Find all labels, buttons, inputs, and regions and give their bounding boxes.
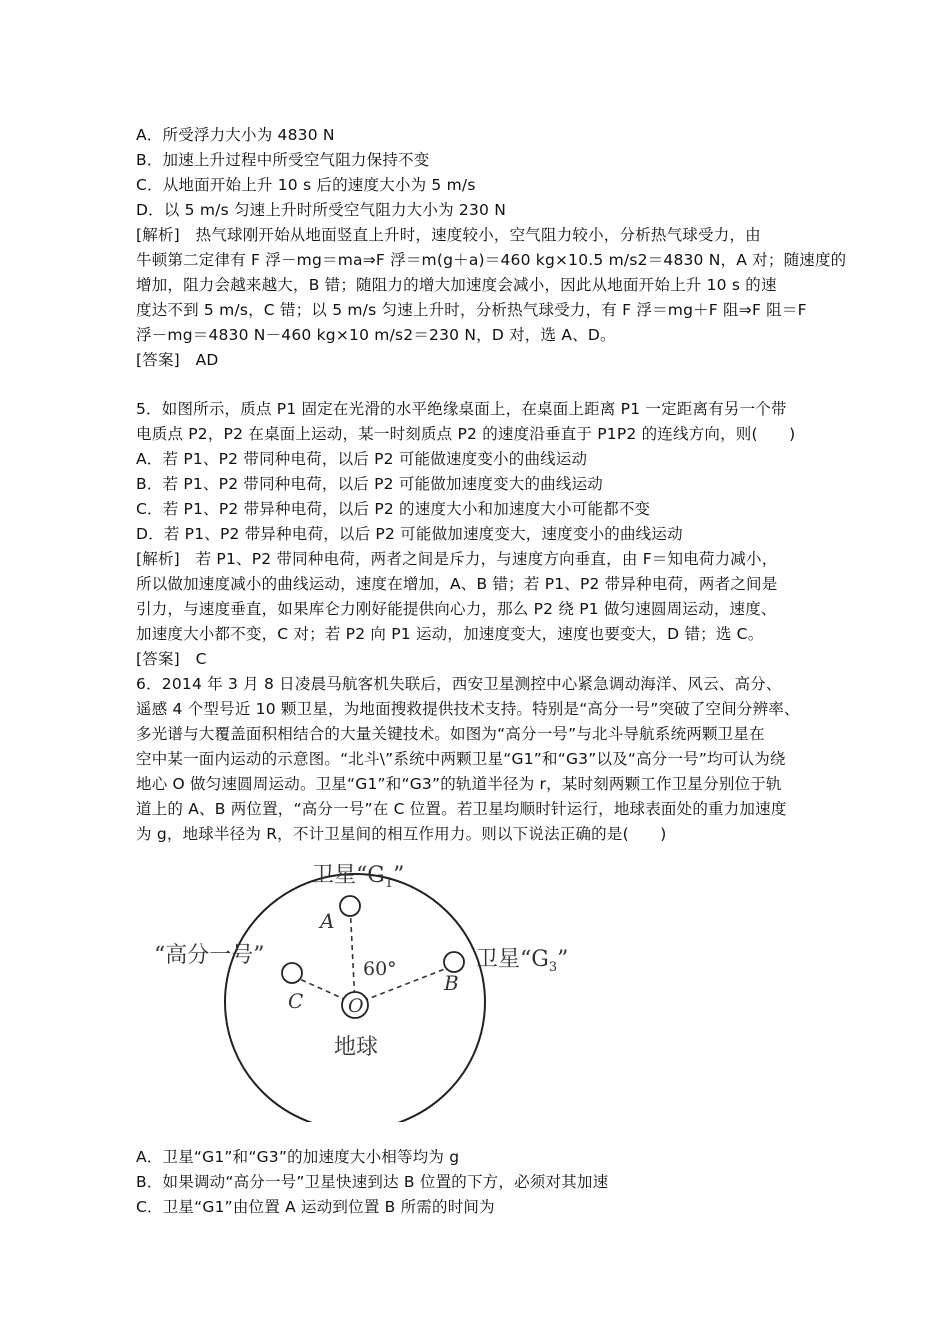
q5-option-a: A．若 P1、P2 带同种电荷，以后 P2 可能做速度变小的曲线运动	[136, 450, 588, 468]
q6-stem-line: 道上的 A、B 两位置，“高分一号”在 C 位置。若卫星均顺时针运行，地球表面处的重力加速度	[136, 800, 787, 818]
q5-analysis-line: 所以做加速度减小的曲线运动，速度在增加，A、B 错；若 P1、P2 带异种电荷，两者之间是	[136, 575, 778, 593]
q5-analysis-line: 引力，与速度垂直，如果库仑力刚好能提供向心力，那么 P2 绕 P1 做匀速圆周运动，速度、	[136, 600, 777, 618]
q4-answer: [答案] AD	[136, 351, 219, 369]
label-earth: 地球	[334, 1035, 379, 1060]
label-angle: 60°	[363, 958, 397, 980]
q5-answer: [答案] C	[136, 650, 207, 668]
q4-option-d: D．以 5 m/s 匀速上升时所受空气阻力大小为 230 N	[136, 201, 507, 219]
label-g1: 卫星“$G_1$”	[312, 863, 405, 891]
label-gaofen: “高分一号”	[154, 943, 265, 968]
q4-option-a: A．所受浮力大小为 4830 N	[136, 126, 335, 144]
q5-option-b: B．若 P1、P2 带同种电荷，以后 P2 可能做加速度变大的曲线运动	[136, 475, 603, 493]
q5-stem-line: 电质点 P2，P2 在桌面上运动，某一时刻质点 P2 的速度沿垂直于 P1P2 的连线方向，则( )	[136, 425, 796, 443]
q4-analysis-line: 浮－mg＝4830 N－460 kg×10 m/s2＝230 N，D 对，选 A、D。	[136, 326, 616, 344]
label-g3: 卫星“$G_3$”	[476, 947, 569, 975]
radius-oa	[350, 904, 355, 1004]
label-o: O	[348, 995, 364, 1017]
q6-stem-line: 6．2014 年 3 月 8 日凌晨马航客机失联后，西安卫星测控中心紧急调动海洋、风云、高分、	[136, 675, 782, 693]
q6-stem-line: 为 g，地球半径为 R，不计卫星间的相互作用力。则以下说法正确的是( )	[136, 825, 667, 843]
q4-analysis-line: 增加，阻力会越来越大，B 错；随阻力的增大加速度会减小，因此从地面开始上升 10 s 的速	[136, 276, 777, 294]
q4-analysis-line: [解析] 热气球刚开始从地面竖直上升时，速度较小，空气阻力较小，分析热气球受力，由	[136, 226, 761, 244]
q6-stem-line: 遥感 4 个型号近 10 颗卫星，为地面搜救提供技术支持。特别是“高分一号”突破了空间分辨率、	[136, 700, 800, 718]
label-a: A	[320, 909, 335, 933]
q4-analysis-line: 牛顿第二定律有 F 浮－mg＝ma⇒F 浮＝m(g＋a)＝460 kg×10.5 m/s2＝4830 N，A 对；随速度的	[136, 251, 847, 269]
q5-stem-line: 5．如图所示，质点 P1 固定在光滑的水平绝缘桌面上，在桌面上距离 P1 一定距离有另一个带	[136, 400, 787, 418]
q6-stem-line: 地心 O 做匀速圆周运动。卫星“G1”和“G3”的轨道半径为 r，某时刻两颗工作卫星分别位于轨	[136, 775, 782, 793]
q5-option-d: D．若 P1、P2 带异种电荷，以后 P2 可能做加速度变大，速度变小的曲线运动	[136, 525, 683, 543]
q4-option-c: C．从地面开始上升 10 s 后的速度大小为 5 m/s	[136, 176, 476, 194]
satellite-g1	[340, 896, 360, 916]
satellite-gaofen	[282, 963, 302, 983]
label-b: B	[444, 971, 459, 995]
q6-stem-line: 空中某一面内运动的示意图。“北斗\”系统中两颗卫星“G1”和“G3”以及“高分一号”均可认为绕	[136, 750, 786, 768]
q6-option-b: B．如果调动“高分一号”卫星快速到达 B 位置的下方，必须对其加速	[136, 1173, 609, 1191]
q5-option-c: C．若 P1、P2 带异种电荷，以后 P2 的速度大小和加速度大小可能都不变	[136, 500, 651, 518]
q4-analysis-line: 度达不到 5 m/s，C 错；以 5 m/s 匀速上升时，分析热气球受力，有 F 浮＝mg＋F 阻⇒F 阻＝F	[136, 301, 807, 319]
orbit-diagram	[150, 852, 610, 1122]
q5-analysis-line: [解析] 若 P1、P2 带同种电荷，两者之间是斥力，与速度方向垂直，由 F＝知电荷力减小，	[136, 550, 778, 568]
q6-stem-line: 多光谱与大覆盖面积相结合的大量关键技术。如图为“高分一号”与北斗导航系统两颗卫星在	[136, 725, 765, 743]
label-c: C	[288, 989, 304, 1013]
q4-option-b: B．加速上升过程中所受空气阻力保持不变	[136, 151, 430, 169]
q6-option-c: C．卫星“G1”由位置 A 运动到位置 B 所需的时间为	[136, 1198, 495, 1216]
q5-analysis-line: 加速度大小都不变，C 对；若 P2 向 P1 运动，加速度变大，速度也要变大，D 错；选 C。	[136, 625, 764, 643]
satellite-g3	[444, 952, 464, 972]
q6-option-a: A．卫星“G1”和“G3”的加速度大小相等均为 g	[136, 1148, 460, 1166]
